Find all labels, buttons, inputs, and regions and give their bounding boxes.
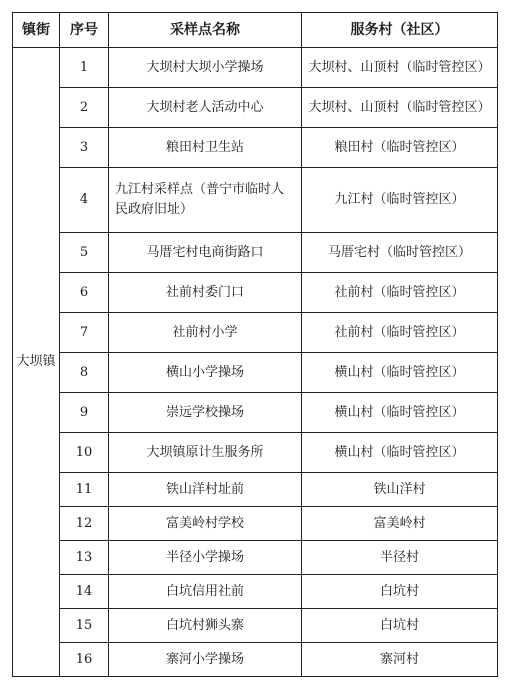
row-number: 7 (60, 313, 109, 353)
service-village: 白坑村 (302, 609, 498, 643)
sampling-site-name: 大坝村老人活动中心 (109, 88, 302, 128)
row-number: 8 (60, 353, 109, 393)
table-row (13, 541, 498, 575)
row-number: 3 (60, 128, 109, 168)
header-town: 镇街 (13, 13, 60, 48)
service-village: 富美岭村 (302, 507, 498, 541)
row-number: 4 (60, 168, 109, 233)
row-number: 1 (60, 48, 109, 88)
table-row (13, 88, 498, 128)
service-village: 社前村（临时管控区） (302, 273, 498, 313)
sampling-site-name: 横山小学操场 (109, 353, 302, 393)
service-village: 马厝宅村（临时管控区） (302, 233, 498, 273)
service-village: 铁山洋村 (302, 473, 498, 507)
service-village: 寨河村 (302, 643, 498, 677)
table-row (13, 433, 498, 473)
row-number: 10 (60, 433, 109, 473)
row-number: 5 (60, 233, 109, 273)
row-number: 16 (60, 643, 109, 677)
header-number: 序号 (60, 13, 109, 48)
service-village: 粮田村（临时管控区） (302, 128, 498, 168)
table-row (13, 168, 498, 233)
sampling-site-name: 大坝村大坝小学操场 (109, 48, 302, 88)
town-cell: 大坝镇 (13, 48, 60, 677)
table-row (13, 48, 498, 88)
row-number: 9 (60, 393, 109, 433)
service-village: 大坝村、山顶村（临时管控区） (302, 48, 498, 88)
sampling-site-name: 社前村小学 (109, 313, 302, 353)
table-body (13, 48, 498, 677)
table-row (13, 473, 498, 507)
sampling-site-name: 大坝镇原计生服务所 (109, 433, 302, 473)
service-village: 九江村（临时管控区） (302, 168, 498, 233)
header-service-village: 服务村（社区） (302, 13, 498, 48)
table-row (13, 393, 498, 433)
header-site-name: 采样点名称 (109, 13, 302, 48)
table-row (13, 233, 498, 273)
row-number: 15 (60, 609, 109, 643)
table-row (13, 353, 498, 393)
service-village: 横山村（临时管控区） (302, 433, 498, 473)
sampling-site-name: 半径小学操场 (109, 541, 302, 575)
sampling-site-name: 寨河小学操场 (109, 643, 302, 677)
row-number: 13 (60, 541, 109, 575)
sampling-site-name: 社前村委门口 (109, 273, 302, 313)
service-village: 横山村（临时管控区） (302, 393, 498, 433)
row-number: 2 (60, 88, 109, 128)
table-row (13, 507, 498, 541)
service-village: 半径村 (302, 541, 498, 575)
row-number: 14 (60, 575, 109, 609)
table-row (13, 313, 498, 353)
table-row (13, 273, 498, 313)
service-village: 白坑村 (302, 575, 498, 609)
row-number: 11 (60, 473, 109, 507)
table-row (13, 609, 498, 643)
service-village: 大坝村、山顶村（临时管控区） (302, 88, 498, 128)
sampling-site-name: 白坑信用社前 (109, 575, 302, 609)
sampling-site-name: 粮田村卫生站 (109, 128, 302, 168)
service-village: 横山村（临时管控区） (302, 353, 498, 393)
table-row (13, 643, 498, 677)
table-row (13, 575, 498, 609)
sampling-site-name: 崇远学校操场 (109, 393, 302, 433)
sampling-site-name: 铁山洋村址前 (109, 473, 302, 507)
sampling-sites-table (12, 12, 498, 677)
sampling-site-name: 富美岭村学校 (109, 507, 302, 541)
row-number: 12 (60, 507, 109, 541)
table-row (13, 128, 498, 168)
sampling-site-name: 九江村采样点（普宁市临时人民政府旧址） (109, 168, 302, 233)
sampling-site-name: 白坑村狮头寨 (109, 609, 302, 643)
table-header-row (13, 13, 498, 48)
row-number: 6 (60, 273, 109, 313)
sampling-site-name: 马厝宅村电商街路口 (109, 233, 302, 273)
service-village: 社前村（临时管控区） (302, 313, 498, 353)
